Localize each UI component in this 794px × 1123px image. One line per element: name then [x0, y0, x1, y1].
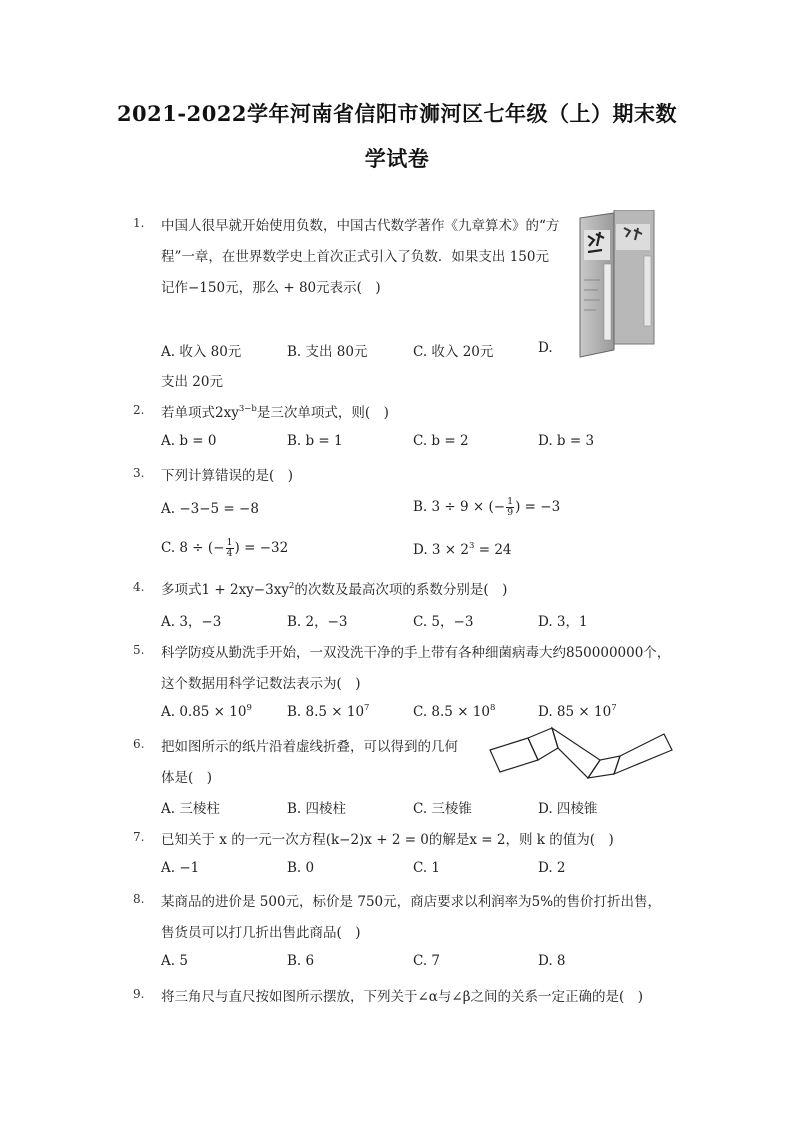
- q3-number: 3.: [133, 466, 145, 480]
- q3-option-d-post: = 24: [474, 542, 512, 558]
- page-title: 2021-2022学年河南省信阳市浉河区七年级（上）期末数: [116, 101, 678, 126]
- q3-option-d[interactable]: [413, 542, 512, 558]
- q3-option-a[interactable]: A. −3−5 = −8: [161, 501, 259, 517]
- q4-option-a[interactable]: A. 3，−3: [161, 614, 222, 630]
- q3-option-c-fraction: [226, 538, 234, 559]
- q3-option-b-post: ) = −3: [515, 499, 561, 515]
- q5-option-a[interactable]: [161, 704, 252, 720]
- q2-option-b[interactable]: B. b = 1: [287, 433, 343, 449]
- q1-number: 1.: [133, 216, 145, 230]
- q8-option-c[interactable]: C. 7: [413, 953, 441, 969]
- q2-option-d[interactable]: D. b = 3: [538, 433, 595, 449]
- q3-option-b-pre: B. 3 ÷ 9 × (−: [413, 499, 506, 515]
- q4-number: 4.: [133, 580, 145, 594]
- q1-option-d-text: 支出 20元: [161, 374, 223, 390]
- q2-number: 2.: [133, 403, 145, 417]
- q6-stem-line2: 体是( ): [161, 770, 213, 786]
- q6-option-a[interactable]: A. 三棱柱: [161, 801, 220, 817]
- q3-option-b-numerator: 1: [507, 496, 514, 507]
- q3-option-c-numerator: 1: [226, 537, 233, 548]
- q9-stem: 将三角尺与直尺按如图所示摆放，下列关于∠α与∠β之间的关系一定正确的是( ): [161, 989, 644, 1005]
- q8-stem-line1: 某商品的进价是 500元，标价是 750元，商店要求以利润率为5%的售价打折出售，: [161, 894, 662, 910]
- q3-option-c-denominator: 4: [226, 548, 233, 559]
- q1-stem-line3: 记作−150元，那么 + 80元表示( ): [161, 280, 381, 296]
- q2-option-c[interactable]: C. b = 2: [413, 433, 469, 449]
- q7-stem: 已知关于 x 的一元一次方程(k−2)x + 2 = 0的解是x = 2，则 k 的值为( ): [161, 832, 614, 848]
- q3-stem: 下列计算错误的是( ): [161, 468, 294, 484]
- q8-option-b[interactable]: B. 6: [287, 953, 315, 969]
- book-illustration: [578, 210, 658, 358]
- q4-option-d[interactable]: D. 3，1: [538, 614, 588, 630]
- q6-number: 6.: [133, 737, 145, 751]
- q1-option-a[interactable]: A. 收入 80元: [161, 344, 242, 360]
- q9-number: 9.: [133, 987, 145, 1001]
- q3-option-c-post: ) = −32: [234, 540, 289, 556]
- q1-stem-line1: 中国人很早就开始使用负数，中国古代数学著作《九章算术》的“方: [161, 218, 560, 234]
- q4-stem-pre: 多项式1 + 2xy−3xy: [161, 582, 289, 598]
- q7-option-c[interactable]: C. 1: [413, 860, 441, 876]
- page-title-continued: 学试卷: [364, 146, 430, 171]
- q8-option-a[interactable]: A. 5: [161, 953, 188, 969]
- q7-number: 7.: [133, 830, 145, 844]
- q3-option-c-pre: C. 8 ÷ (−: [161, 540, 225, 556]
- q2-option-a[interactable]: A. b = 0: [161, 433, 217, 449]
- q8-option-d[interactable]: D. 8: [538, 953, 566, 969]
- q5-number: 5.: [133, 643, 145, 657]
- q5-stem-line1: 科学防疫从勤洗手开始，一双没洗干净的手上带有各种细菌病毒大约850000000个，: [161, 645, 671, 661]
- q4-stem-post: 的次数及最高次项的系数分别是( ): [294, 582, 508, 598]
- q5-option-d[interactable]: [538, 704, 617, 720]
- q5-option-b[interactable]: [287, 704, 369, 720]
- q5-option-d-exponent: 7: [611, 703, 617, 713]
- q5-option-c-base: C. 8.5 × 10: [413, 704, 490, 720]
- q5-option-b-exponent: 7: [364, 703, 370, 713]
- q8-number: 8.: [133, 892, 145, 906]
- q5-option-c-exponent: 8: [489, 703, 496, 713]
- q5-stem-line2: 这个数据用科学记数法表示为( ): [161, 676, 361, 692]
- q6-option-b[interactable]: B. 四棱柱: [287, 801, 347, 817]
- q3-option-c[interactable]: [161, 538, 288, 559]
- q7-option-b[interactable]: B. 0: [287, 860, 315, 876]
- folding-net-figure: [488, 726, 674, 782]
- q2-exponent: 3−b: [238, 404, 257, 414]
- q5-option-d-base: D. 85 × 10: [538, 704, 612, 720]
- q2-stem-post: 是三次单项式，则( ): [256, 405, 389, 421]
- q6-option-c[interactable]: C. 三棱锥: [413, 801, 472, 817]
- q3-option-b[interactable]: [413, 497, 560, 518]
- q1-option-d[interactable]: D.: [538, 340, 553, 356]
- q6-option-d[interactable]: D. 四棱锥: [538, 801, 598, 817]
- q7-option-a[interactable]: A. −1: [161, 860, 200, 876]
- q1-option-c[interactable]: C. 收入 20元: [413, 344, 494, 360]
- q4-exponent: 2: [288, 581, 295, 591]
- q3-option-d-exponent: 3: [469, 541, 475, 551]
- q3-option-b-denominator: 9: [507, 507, 514, 518]
- q4-option-c[interactable]: C. 5，−3: [413, 614, 474, 630]
- q3-option-d-pre: D. 3 × 2: [413, 542, 469, 558]
- q4-option-b[interactable]: B. 2，−3: [287, 614, 348, 630]
- q4-stem: [161, 578, 507, 598]
- q2-stem: [161, 401, 389, 421]
- q1-option-b[interactable]: B. 支出 80元: [287, 344, 368, 360]
- q2-stem-pre: 若单项式2xy: [161, 405, 239, 421]
- q5-option-b-base: B. 8.5 × 10: [287, 704, 365, 720]
- q1-stem-line2: 程”一章，在世界数学史上首次正式引入了负数．如果支出 150元: [161, 249, 549, 265]
- q5-option-a-exponent: 9: [246, 703, 252, 713]
- q6-stem-line1: 把如图所示的纸片沿着虚线折叠，可以得到的几何: [161, 739, 458, 755]
- q3-option-b-fraction: [506, 497, 514, 518]
- q5-option-a-base: A. 0.85 × 10: [161, 704, 247, 720]
- q8-stem-line2: 售货员可以打几折出售此商品( ): [161, 925, 361, 941]
- q7-option-d[interactable]: D. 2: [538, 860, 566, 876]
- q5-option-c[interactable]: [413, 704, 495, 720]
